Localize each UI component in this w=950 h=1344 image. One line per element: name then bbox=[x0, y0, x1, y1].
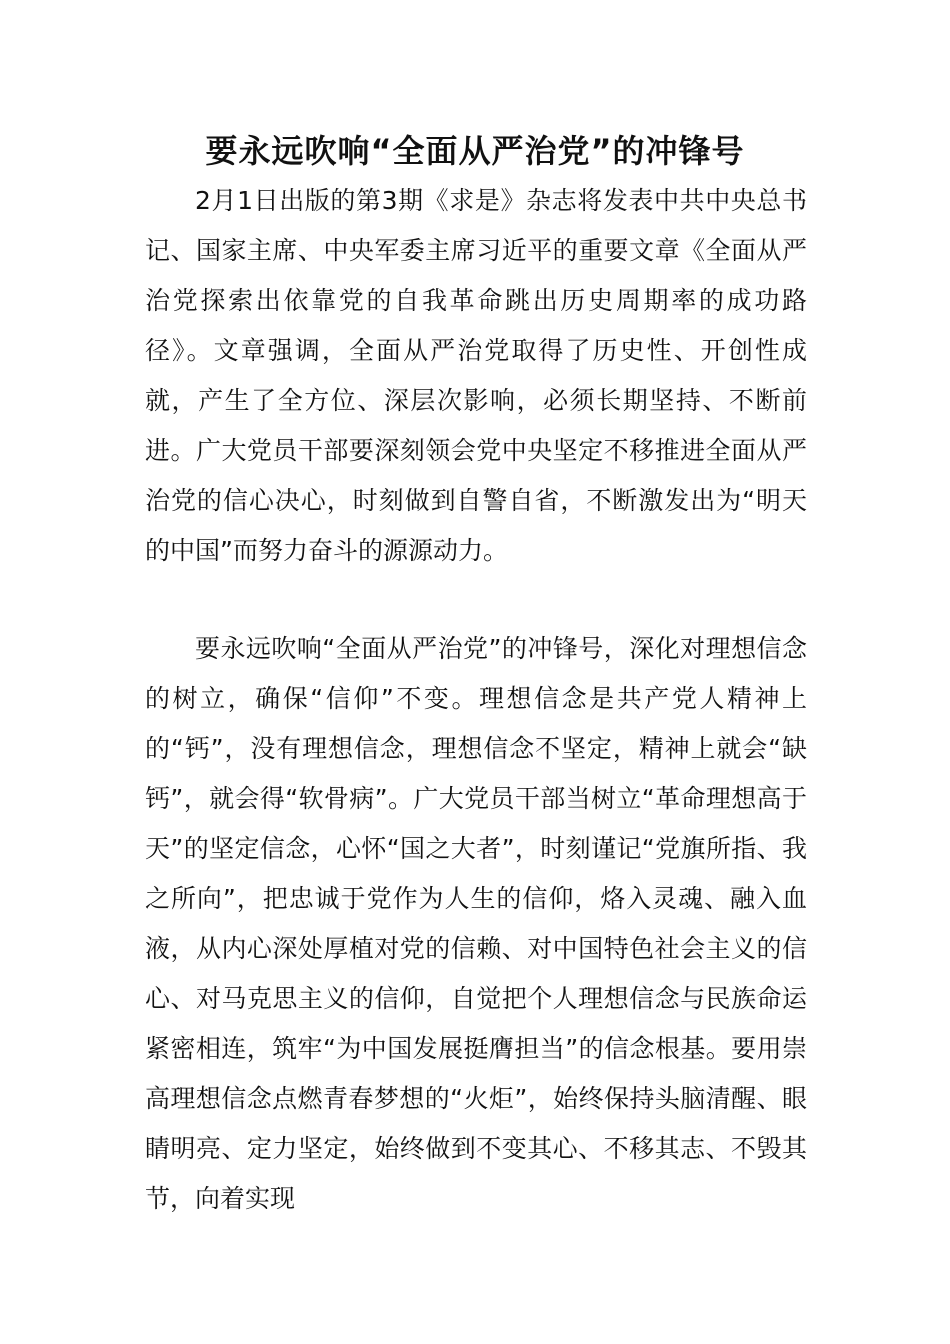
paragraph-2: 要永远吹响“全面从严治党”的冲锋号，深化对理想信念的树立，确保“信仰”不变。理想信念是共产党人精神上的“钙”，没有理想信念，理想信念不坚定，精神上就会“缺钙”，就会得“软骨病”。广大党员干部当树立“革命理想高于天”的坚定信念，心怀“国之大者”，时刻谨记“党旗所指、我之所向”，把忠诚于党作为人生的信仰，烙入灵魂、融入血液，从内心深处厚植对党的信赖、对中国特色社会主义的信心、对马克思主义的信仰，自觉把个人理想信念与民族命运紧密相连，筑牢“为中国发展挺膺担当”的信念根基。要用崇高理想信念点燃青春梦想的“火炬”，始终保持头脑清醒、眼睛明亮、定力坚定，始终做到不变其心、不移其志、不毁其节，向着实现 bbox=[145, 634, 807, 1213]
paragraph-1: 2月1日出版的第3期《求是》杂志将发表中共中央总书记、国家主席、中央军委主席习近平的重要文章《全面从严治党探索出依靠党的自我革命跳出历史周期率的成功路径》。文章强调，全面从严治党取得了历史性、开创性成就，产生了全方位、深层次影响，必须长期坚持、不断前进。广大党员干部要深刻领会党中央坚定不移推进全面从严治党的信心决心，时刻做到自警自省，不断激发出为“明天的中国”而努力奋斗的源源动力。 bbox=[145, 186, 807, 565]
document-title: 要永远吹响“全面从严治党”的冲锋号 bbox=[205, 132, 745, 170]
